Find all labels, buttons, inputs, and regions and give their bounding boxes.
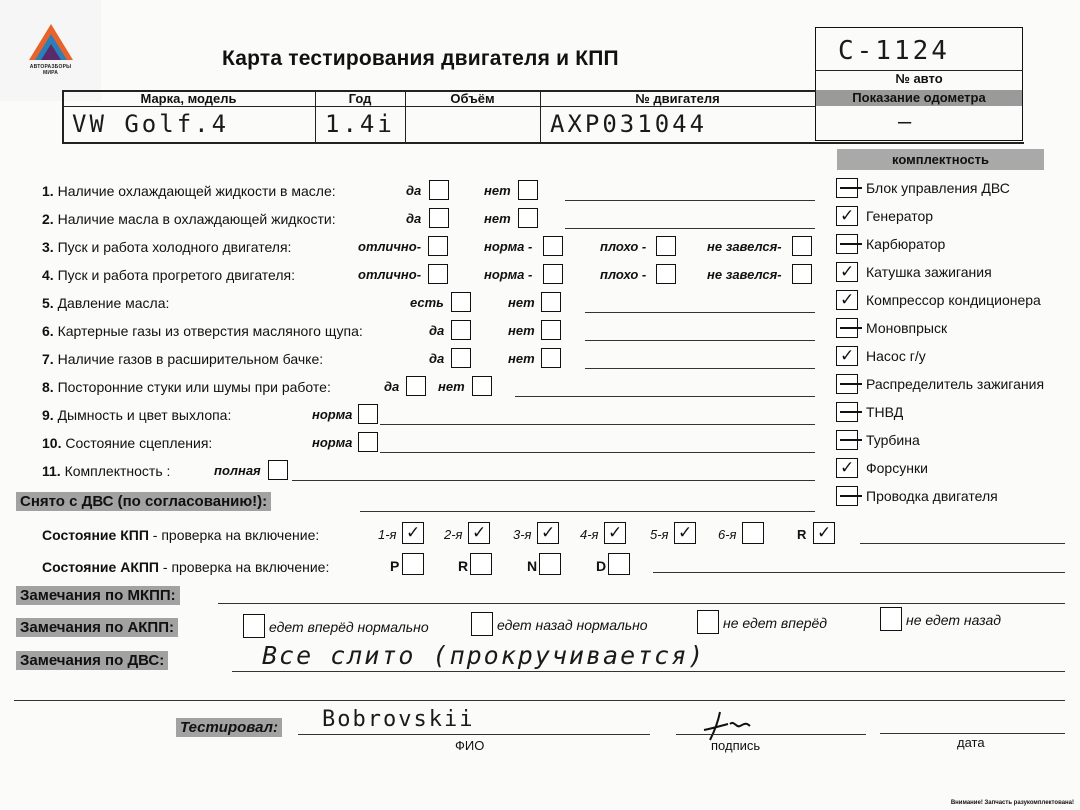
kit-item-label: Насос г/у xyxy=(866,348,926,364)
kit-item-label: Блок управления ДВС xyxy=(866,180,1010,196)
akpp-mode-label: N xyxy=(527,558,538,574)
signature-icon xyxy=(700,708,780,742)
kit-item-label: Моновпрыск xyxy=(866,320,948,336)
answer-line xyxy=(585,340,815,341)
logo-text-line1: АВТОРАЗБОРЫ xyxy=(29,64,72,70)
checkbox-q8-da[interactable] xyxy=(406,376,426,396)
option-da: да xyxy=(384,379,400,394)
akpp-mode-label: P xyxy=(390,558,400,574)
checkbox-q3-normal[interactable] xyxy=(543,236,563,256)
checkbox-gear[interactable] xyxy=(742,522,764,544)
answer-line xyxy=(298,734,650,735)
option-net: нет xyxy=(484,211,511,226)
dash-mark-icon xyxy=(840,327,862,329)
answer-line xyxy=(218,603,1065,604)
akpp-mode-label: R xyxy=(458,558,469,574)
remarks-mkpp-label: Замечания по МКПП: xyxy=(16,586,180,605)
kit-item-label: Карбюратор xyxy=(866,236,946,252)
tester-name: Bobrovskii xyxy=(322,707,475,732)
question-10: 10. Состояние сцепления: xyxy=(42,435,213,451)
checkbox-akpp-no-forward[interactable] xyxy=(697,610,719,634)
check-mark-icon: ✓ xyxy=(840,206,855,225)
kpp-label: Состояние КПП - проверка на включение: xyxy=(42,527,320,543)
checkbox-q1-da[interactable] xyxy=(429,180,449,200)
page-title: Карта тестирования двигателя и КПП xyxy=(222,47,619,70)
answer-line xyxy=(515,396,815,397)
answer-line xyxy=(880,733,1065,734)
dash-mark-icon xyxy=(840,439,862,441)
akpp-label: Состояние АКПП - проверка на включение: xyxy=(42,559,330,575)
checkbox-akpp-forward-ok[interactable] xyxy=(243,614,265,638)
check-mark-icon: ✓ xyxy=(840,290,855,309)
remarks-dvs-label: Замечания по ДВС: xyxy=(16,651,168,670)
answer-line xyxy=(380,424,815,425)
answer-line xyxy=(380,452,815,453)
check-mark-icon: ✓ xyxy=(840,458,855,477)
option-bad: плохо - xyxy=(600,267,647,282)
checkbox-q7-da[interactable] xyxy=(451,348,471,368)
checkbox-akpp-mode[interactable] xyxy=(470,553,492,575)
logo-mark-icon xyxy=(27,22,75,62)
check-mark-icon: ✓ xyxy=(840,346,855,365)
option-net: нет xyxy=(508,295,535,310)
answer-line xyxy=(14,700,1065,701)
question-7: 7. Наличие газов в расширительном бачке: xyxy=(42,351,324,367)
kit-checkbox[interactable] xyxy=(836,206,858,226)
option-no-start: не завелся- xyxy=(707,239,782,254)
option-normal: норма - xyxy=(484,267,533,282)
auto-no-label: № авто xyxy=(895,71,943,86)
checkbox-q11-full[interactable] xyxy=(268,460,288,480)
gear-label: 6-я xyxy=(718,527,737,542)
answer-line xyxy=(860,543,1065,544)
kit-header: комплектность xyxy=(837,149,1044,170)
answer-line xyxy=(585,368,815,369)
check-mark-icon: ✓ xyxy=(472,523,487,542)
gear-label: 5-я xyxy=(650,527,669,542)
check-mark-icon: ✓ xyxy=(840,262,855,281)
kit-checkbox[interactable] xyxy=(836,458,858,478)
option-net: нет xyxy=(484,183,511,198)
answer-line xyxy=(232,671,1065,672)
gear-label: R xyxy=(797,527,807,542)
question-8: 8. Посторонние стуки или шумы при работе: xyxy=(42,379,331,395)
checkbox-q5-net[interactable] xyxy=(541,292,561,312)
remarks-akpp-label: Замечания по АКПП: xyxy=(16,618,178,637)
akpp-opt-backward-ok: едет назад нормально xyxy=(497,617,648,633)
option-net: нет xyxy=(438,379,465,394)
tested-label: Тестировал: xyxy=(176,718,282,737)
option-est: есть xyxy=(410,295,444,310)
kit-item-label: Проводка двигателя xyxy=(866,488,998,504)
dash-mark-icon xyxy=(840,243,862,245)
option-da: да xyxy=(406,183,422,198)
kit-checkbox[interactable] xyxy=(836,486,858,506)
footer-note: Внимание! Запчасть разукомплектована! xyxy=(950,800,1074,806)
option-normal: норма - xyxy=(484,239,533,254)
checkbox-q4-normal[interactable] xyxy=(543,264,563,284)
value-model: VW Golf.4 xyxy=(72,110,230,138)
akpp-opt-forward-ok: едет вперёд нормально xyxy=(269,619,429,635)
question-9: 9. Дымность и цвет выхлопа: xyxy=(42,407,232,423)
option-bad: плохо - xyxy=(600,239,647,254)
checkbox-akpp-mode[interactable] xyxy=(402,553,424,575)
gear-label: 4-я xyxy=(580,527,599,542)
kit-checkbox[interactable] xyxy=(836,318,858,338)
dash-mark-icon xyxy=(840,383,862,385)
answer-line xyxy=(676,734,866,735)
checkbox-q7-net[interactable] xyxy=(541,348,561,368)
answer-line xyxy=(360,511,815,512)
option-net: нет xyxy=(508,323,535,338)
option-net: нет xyxy=(508,351,535,366)
header-volume: Объём xyxy=(450,91,495,106)
answer-line xyxy=(292,480,815,481)
option-norma: норма xyxy=(312,407,353,422)
checkbox-q4-excellent[interactable] xyxy=(428,264,448,284)
kit-checkbox[interactable] xyxy=(836,374,858,394)
remarks-dvs-value: Все слито (прокручивается) xyxy=(262,641,706,670)
value-engine-no: AXP031044 xyxy=(550,110,708,138)
odometer-label: Показание одометра xyxy=(816,90,1022,106)
checkbox-gear[interactable] xyxy=(813,522,835,544)
logo-text-line2: МИРА xyxy=(42,70,59,76)
dash-mark-icon xyxy=(840,411,862,413)
value-year: 1.4i xyxy=(325,110,395,138)
company-logo xyxy=(0,0,101,101)
option-da: да xyxy=(406,211,422,226)
kit-item-label: Турбина xyxy=(866,432,920,448)
checkbox-akpp-mode[interactable] xyxy=(608,553,630,575)
option-da: да xyxy=(429,351,445,366)
akpp-opt-no-forward: не едет вперёд xyxy=(723,615,828,631)
checkbox-gear[interactable] xyxy=(674,522,696,544)
dash-mark-icon xyxy=(840,495,862,497)
date-label: дата xyxy=(957,735,985,750)
checkbox-q8-net[interactable] xyxy=(472,376,492,396)
option-excellent: отлично- xyxy=(358,239,422,254)
kit-item-label: Распределитель зажигания xyxy=(866,376,1045,392)
answer-line xyxy=(585,312,815,313)
checkbox-q1-net[interactable] xyxy=(518,180,538,200)
kit-checkbox[interactable] xyxy=(836,234,858,254)
gear-label: 1-я xyxy=(378,527,397,542)
checkbox-q9-norma[interactable] xyxy=(358,404,378,424)
checkbox-q2-net[interactable] xyxy=(518,208,538,228)
odometer-value: — xyxy=(898,110,915,135)
checkbox-gear[interactable] xyxy=(468,522,490,544)
removed-label: Снято с ДВС (по согласованию!): xyxy=(16,492,271,511)
check-mark-icon: ✓ xyxy=(406,523,421,542)
checkbox-akpp-no-backward[interactable] xyxy=(880,607,902,631)
kit-checkbox[interactable] xyxy=(836,290,858,310)
question-11: 11. Комплектность : xyxy=(42,463,171,479)
checkbox-q6-net[interactable] xyxy=(541,320,561,340)
table-bottom-border xyxy=(62,142,1024,144)
answer-line xyxy=(653,572,1065,573)
akpp-opt-no-backward: не едет назад xyxy=(906,612,1001,628)
option-excellent: отлично- xyxy=(358,267,422,282)
akpp-mode-label: D xyxy=(596,558,607,574)
question-2: 2. Наличие масла в охлаждающей жидкости: xyxy=(42,211,336,227)
kit-checkbox[interactable] xyxy=(836,262,858,282)
check-mark-icon: ✓ xyxy=(541,523,556,542)
header-model: Марка, модель xyxy=(140,91,237,106)
question-4: 4. Пуск и работа прогретого двигателя: xyxy=(42,267,296,283)
kit-item-label: Генератор xyxy=(866,208,934,224)
kit-item-label: Форсунки xyxy=(866,460,928,476)
question-1: 1. Наличие охлаждающей жидкости в масле: xyxy=(42,183,336,199)
checkbox-akpp-backward-ok[interactable] xyxy=(471,612,493,636)
kit-checkbox[interactable] xyxy=(836,402,858,422)
check-mark-icon: ✓ xyxy=(817,523,832,542)
answer-line xyxy=(565,228,815,229)
checkbox-gear[interactable] xyxy=(402,522,424,544)
checkbox-q3-excellent[interactable] xyxy=(428,236,448,256)
kit-checkbox[interactable] xyxy=(836,178,858,198)
kit-item-label: Катушка зажигания xyxy=(866,264,992,280)
checkbox-gear[interactable] xyxy=(537,522,559,544)
gear-label: 2-я xyxy=(444,527,463,542)
checkbox-akpp-mode[interactable] xyxy=(539,553,561,575)
sign-label: подпись xyxy=(711,738,761,753)
checkbox-q5-est[interactable] xyxy=(451,292,471,312)
gear-label: 3-я xyxy=(513,527,532,542)
kit-item-label: Компрессор кондиционера xyxy=(866,292,1041,308)
answer-line xyxy=(565,200,815,201)
option-da: да xyxy=(429,323,445,338)
question-5: 5. Давление масла: xyxy=(42,295,170,311)
kit-checkbox[interactable] xyxy=(836,430,858,450)
checkbox-gear[interactable] xyxy=(604,522,626,544)
doc-number: C-1124 xyxy=(838,36,950,66)
table-header-divider xyxy=(62,106,816,107)
checkbox-q2-da[interactable] xyxy=(429,208,449,228)
question-6: 6. Картерные газы из отверстия масляного щупа: xyxy=(42,323,363,339)
header-engine-no: № двигателя xyxy=(635,91,720,106)
checkbox-q10-norma[interactable] xyxy=(358,432,378,452)
checkbox-q4-no-start[interactable] xyxy=(792,264,812,284)
checkbox-q4-bad[interactable] xyxy=(656,264,676,284)
check-mark-icon: ✓ xyxy=(608,523,623,542)
option-no-start: не завелся- xyxy=(707,267,782,282)
check-mark-icon: ✓ xyxy=(678,523,693,542)
fio-label: ФИО xyxy=(455,738,485,753)
kit-item-label: ТНВД xyxy=(866,404,904,420)
checkbox-q3-bad[interactable] xyxy=(656,236,676,256)
checkbox-q3-no-start[interactable] xyxy=(792,236,812,256)
header-year: Год xyxy=(348,91,372,106)
checkbox-q6-da[interactable] xyxy=(451,320,471,340)
dash-mark-icon xyxy=(840,187,862,189)
option-full: полная xyxy=(214,463,261,478)
question-3: 3. Пуск и работа холодного двигателя: xyxy=(42,239,292,255)
kit-checkbox[interactable] xyxy=(836,346,858,366)
option-norma: норма xyxy=(312,435,353,450)
